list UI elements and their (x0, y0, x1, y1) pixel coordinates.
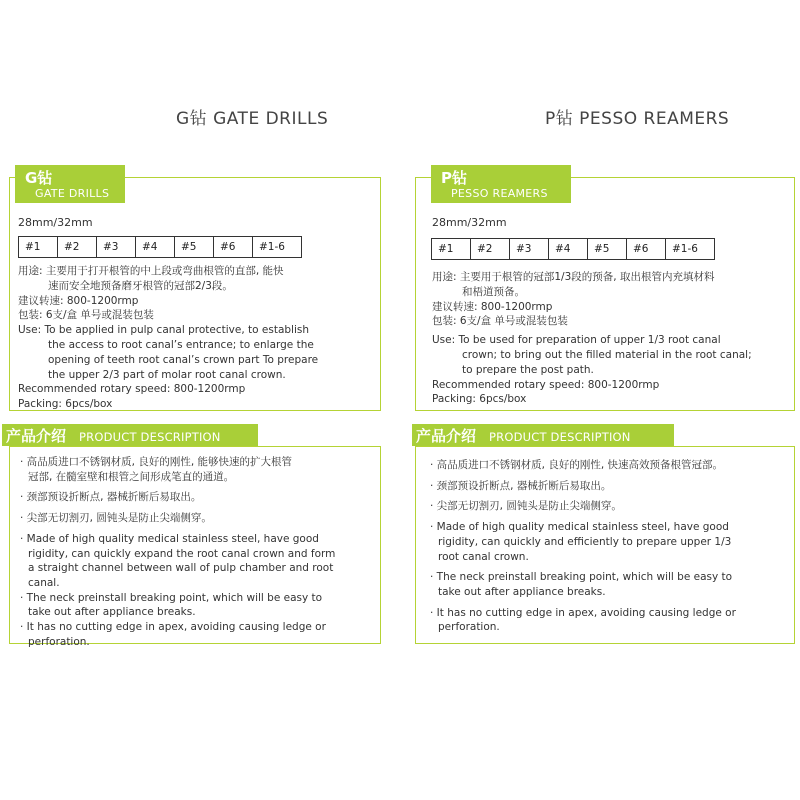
right-tab-en: PESSO REAMERS (451, 187, 548, 200)
desc-line: rigidity, can quickly expand the root canal crown and form (28, 547, 336, 560)
desc-line: · The neck preinstall breaking point, which will be easy to (20, 591, 323, 604)
desc-line: · Made of high quality medical stainless steel, have good (20, 532, 319, 545)
left-sizes: 28mm/32mm (18, 216, 93, 229)
left-desc-cn: 产品介绍 (6, 427, 67, 445)
speed-cn: 建议转速: 800-1200rmp (432, 300, 553, 313)
desc-line: · The neck preinstall breaking point, which will be easy to (430, 571, 733, 584)
version-cell: #4 (136, 237, 175, 258)
right-desc-en: PRODUCT DESCRIPTION (489, 430, 631, 444)
right-description-text (430, 458, 790, 635)
desc-line: · 颈部预设折断点, 器械折断后易取出。 (20, 491, 202, 504)
right-page-title: P钻 PESSO REAMERS (545, 109, 730, 129)
desc-line: perforation. (438, 621, 500, 634)
desc-line: take out after appliance breaks. (438, 585, 606, 598)
speed-cn: 建议转速: 800-1200rmp (18, 294, 139, 307)
pack-en: Packing: 6pcs/box (432, 393, 527, 406)
version-cell: #1 (19, 237, 58, 258)
version-cell: #6 (627, 239, 666, 260)
version-cell: #4 (549, 239, 588, 260)
pack-cn: 包装: 6支/盒 单号或混装包装 (432, 315, 568, 328)
desc-line: perforation. (28, 635, 90, 648)
desc-line: · 高品质进口不锈钢材质, 良好的刚性, 能够快速的扩大根管 (20, 456, 293, 468)
desc-line: canal. (28, 576, 60, 589)
use-cn-line: 用途: 主要用于打开根管的中上段或弯曲根管的直部, 能快 (18, 265, 284, 277)
use-cn-line: 和梧道预备。 (462, 285, 525, 298)
use-en-line: to prepare the post path. (462, 363, 594, 376)
version-cell: #1-6 (666, 239, 715, 260)
use-en-line: the access to root canal’s entrance; to enlarge the (48, 338, 314, 351)
left-desc-en: PRODUCT DESCRIPTION (79, 430, 221, 444)
use-en-line: crown; to bring out the filled material in the root canal; (462, 348, 752, 361)
desc-line: take out after appliance breaks. (28, 606, 196, 619)
desc-line: · Made of high quality medical stainless steel, have good (430, 521, 729, 534)
desc-line: · 颈部预设折断点, 器械折断后易取出。 (430, 479, 612, 492)
use-en-line: opening of teeth root canal’s crown part To prepare (48, 353, 319, 366)
use-cn-line: 速而安全地预备磨牙根管的冠部2/3段。 (48, 279, 233, 292)
version-cell: #2 (58, 237, 97, 258)
right-version-table (431, 238, 715, 260)
use-en-line: the upper 2/3 part of molar root canal crown. (48, 368, 286, 381)
desc-line: root canal crown. (438, 550, 529, 563)
right-description-bar (412, 424, 674, 446)
left-product-tab (15, 165, 125, 203)
left-spec-text (18, 264, 378, 412)
use-en-line: Use: To be applied in pulp canal protective, to establish (18, 324, 310, 337)
left-tab-cn: G钻 (25, 169, 53, 187)
use-en-line: Use: To be used for preparation of upper 1/3 root canal (432, 334, 721, 347)
pack-cn: 包装: 6支/盒 单号或混装包装 (18, 309, 154, 322)
desc-line: · 尖部无切割刃, 圆钝头是防止尖端侧穿。 (430, 500, 622, 513)
pack-en: Packing: 6pcs/box (18, 398, 113, 411)
desc-line: 冠部, 在髓室壁和根管之间形成笔直的通道。 (28, 470, 235, 483)
right-desc-cn: 产品介绍 (416, 427, 477, 445)
desc-line: a straight channel between wall of pulp chamber and root (28, 562, 334, 575)
left-description-text (20, 455, 375, 649)
right-spec-text (432, 270, 792, 407)
desc-line: · 高品质进口不锈钢材质, 良好的刚性, 快速高效预备根管冠部。 (430, 459, 724, 471)
left-tab-en: GATE DRILLS (35, 187, 110, 200)
version-cell: #1-6 (253, 237, 302, 258)
version-cell: #5 (175, 237, 214, 258)
right-product-tab (431, 165, 571, 203)
desc-line: · 尖部无切割刃, 圆钝头是防止尖端侧穿。 (20, 512, 212, 525)
desc-line: · It has no cutting edge in apex, avoiding causing ledge or (430, 606, 736, 619)
version-cell: #2 (471, 239, 510, 260)
version-cell: #6 (214, 237, 253, 258)
left-page-title: G钻 GATE DRILLS (176, 109, 329, 129)
version-cell: #5 (588, 239, 627, 260)
use-cn-line: 用途: 主要用于根管的冠部1/3段的预备, 取出根管内充填材料 (432, 271, 715, 283)
speed-en: Recommended rotary speed: 800-1200rmp (18, 383, 246, 396)
left-description-bar (2, 424, 258, 446)
version-cell: #1 (432, 239, 471, 260)
right-tab-cn: P钻 (441, 169, 467, 187)
version-cell: #3 (510, 239, 549, 260)
desc-line: · It has no cutting edge in apex, avoiding causing ledge or (20, 621, 326, 634)
speed-en: Recommended rotary speed: 800-1200rmp (432, 378, 660, 391)
version-cell: #3 (97, 237, 136, 258)
right-sizes: 28mm/32mm (432, 216, 507, 229)
left-version-table (18, 236, 302, 258)
desc-line: rigidity, can quickly and efficiently to prepare upper 1/3 (438, 535, 732, 548)
